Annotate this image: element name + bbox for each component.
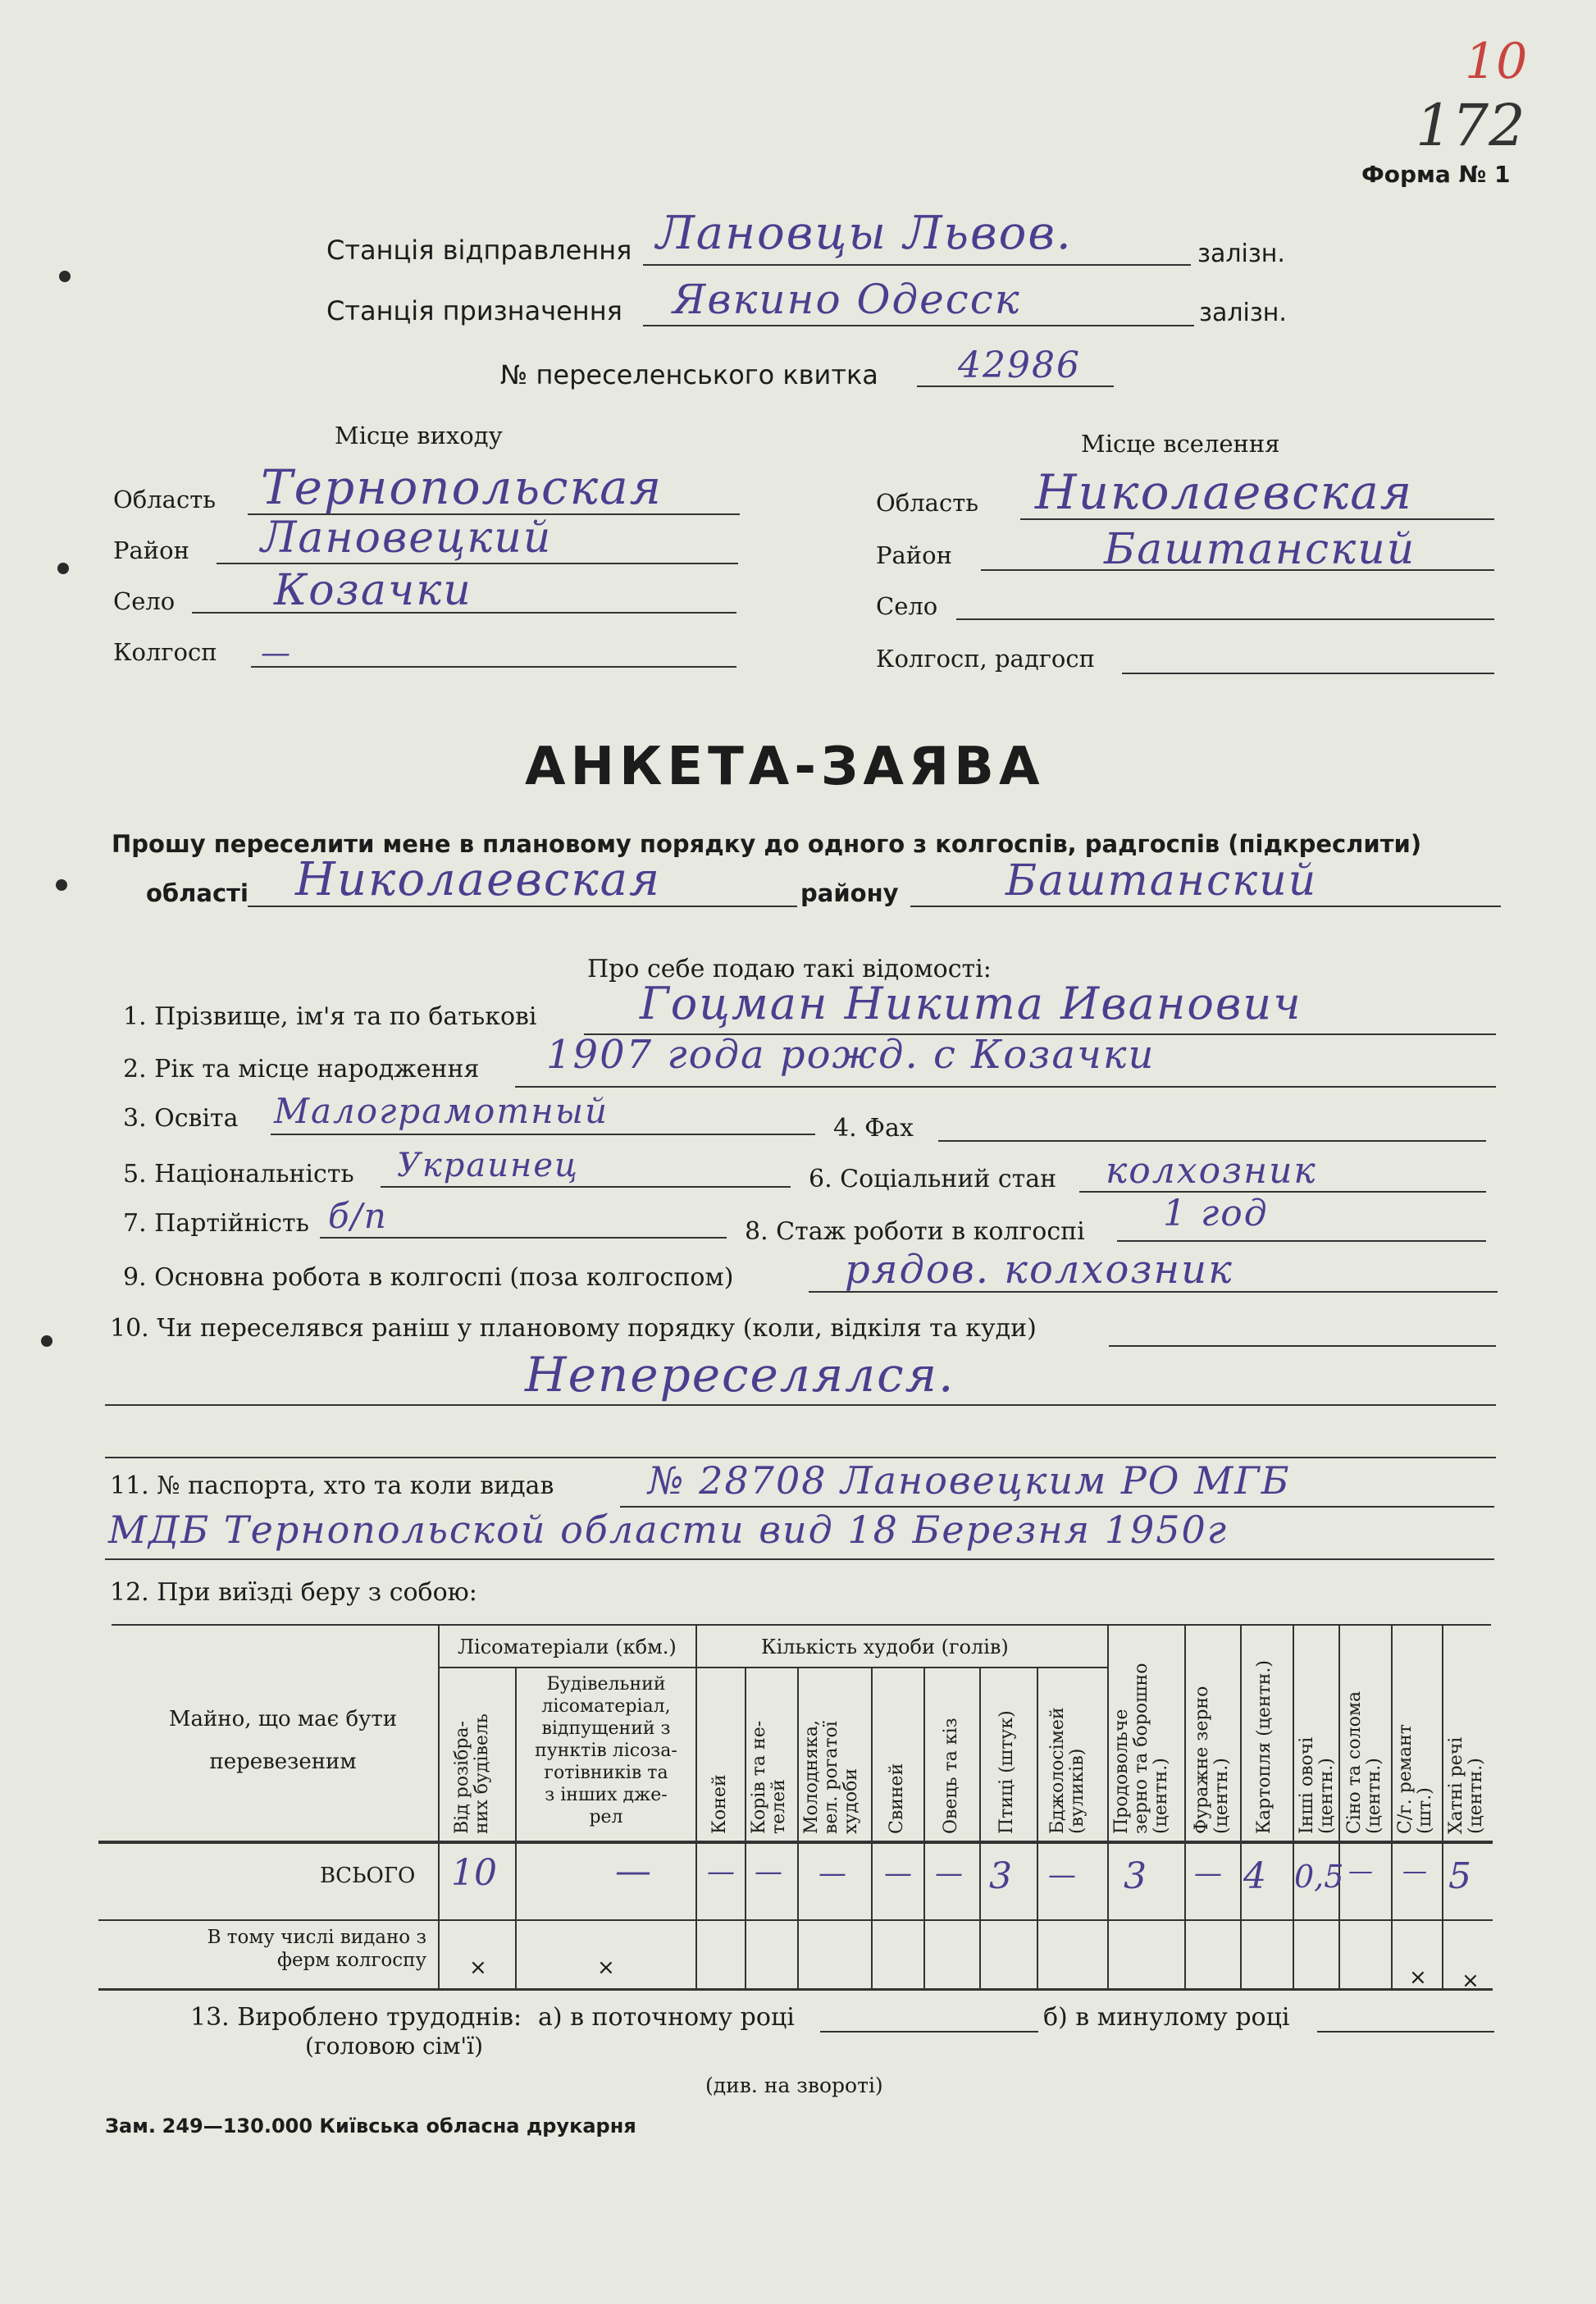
archive-corrected-number: 10 <box>1465 33 1528 90</box>
request-raion-line <box>910 906 1501 907</box>
table-total-timber-building: — <box>615 1850 651 1892</box>
printer-line <box>105 2115 636 2137</box>
origin-selo-value: Козачки <box>274 566 472 615</box>
table-total-other-vegetables: 0,5 <box>1294 1859 1344 1895</box>
table-row-farm-label: В тому числі видано з ферм колгоспу <box>207 1927 426 1971</box>
workdays-label: 13. Вироблено трудоднів: <box>190 2003 522 2032</box>
field-11-value-2: МДБ Тернопольской области вид 18 Березня 1950г <box>108 1508 1229 1552</box>
ticket-value: 42986 <box>958 344 1081 386</box>
field-6-value: колхозник <box>1106 1150 1317 1192</box>
punch-hole <box>59 271 71 282</box>
table-row-total-label: ВСЬОГО <box>320 1864 416 1888</box>
field-10-value: Непереселялся. <box>525 1347 955 1403</box>
request-raion-label: району <box>800 879 899 907</box>
origin-oblast-label: Область <box>113 486 217 513</box>
field-2-value: 1907 года рожд. с Козачки <box>546 1032 1156 1078</box>
table-col-timber-building: Будівельний лісоматеріал, відпущений з пунктів лісоза- готівників та з інших дже- рел <box>535 1674 677 1827</box>
info-intro: Про себе подаю такі відомості: <box>587 955 992 983</box>
table-group-timber: Лісоматеріали (кбм.) <box>458 1636 677 1658</box>
destination-raion-label: Район <box>876 541 952 569</box>
field-10-line <box>1109 1345 1496 1347</box>
destination-raion-value: Баштанский <box>1104 525 1416 574</box>
field-10-line-2 <box>105 1404 1496 1406</box>
table-property-header: Майно, що має бути перевезеним <box>168 1707 398 1774</box>
table-col-beehives: Бджолосімей (вуликів) <box>1047 1707 1088 1834</box>
field-10-label: 10. Чи переселявся раніш у плановому порядку (коли, відкіля та куди) <box>110 1314 1037 1343</box>
request-text: Прошу переселити мене в плановому порядку до одного з колгоспів, радгоспів (підкреслити) <box>112 830 1422 858</box>
origin-raion-value: Лановецкий <box>261 513 553 563</box>
table-total-hay-straw: — <box>1348 1857 1373 1886</box>
field-11-line-2 <box>105 1558 1494 1560</box>
field-4-line <box>938 1140 1486 1142</box>
field-9-label: 9. Основна робота в колгоспі (поза колгоспом) <box>123 1263 734 1292</box>
printer-text: 249—130.000 Київська обласна друкарня <box>162 2115 636 2137</box>
field-1-label: 1. Прізвище, ім'я та по батькові <box>123 1002 537 1031</box>
field-7-line <box>320 1237 727 1239</box>
punch-hole <box>57 563 69 574</box>
origin-oblast-value: Тернопольская <box>261 459 663 515</box>
footer-note: (див. на звороті) <box>705 2074 883 2097</box>
table-total-pigs: — <box>884 1857 912 1890</box>
field-9-value: рядов. колхозник <box>845 1247 1233 1293</box>
table-total-cows: — <box>755 1855 782 1888</box>
destination-kolhosp-line <box>1122 673 1494 674</box>
table-col-horses: Коней <box>709 1774 730 1834</box>
request-raion-value: Баштанский <box>1005 856 1318 906</box>
table-col-fodder-grain: Фуражне зерно (центн.) <box>1192 1686 1232 1834</box>
table-total-fodder-grain: — <box>1194 1857 1222 1890</box>
field-2-line <box>515 1086 1496 1088</box>
departure-station-value: Лановцы Львов. <box>656 207 1073 260</box>
table-col-food-grain: Продовольче зерно та борошно (центн.) <box>1111 1663 1171 1834</box>
field-3-label: 3. Освіта <box>123 1104 239 1133</box>
destination-heading: Місце вселення <box>1081 430 1280 458</box>
table-col-farm-inventory: С/г. ремант (шт.) <box>1395 1724 1435 1834</box>
destination-kolhosp-label: Колгосп, радгосп <box>876 645 1095 673</box>
field-1-value: Гоцман Никита Иванович <box>640 978 1302 1029</box>
table-total-poultry: 3 <box>989 1855 1012 1897</box>
workdays-previous-line <box>1317 2031 1494 2033</box>
origin-kolhosp-line <box>251 666 736 668</box>
destination-station-label: Станція призначення <box>326 295 622 326</box>
table-total-young-cattle: — <box>819 1857 846 1890</box>
table-col-potatoes: Картопля (центн.) <box>1254 1660 1275 1834</box>
destination-station-line <box>643 325 1194 326</box>
field-4-label: 4. Фах <box>833 1114 914 1143</box>
departure-station-line <box>643 264 1191 266</box>
field-3-value: Малограмотный <box>274 1091 609 1131</box>
table-col-hay-straw: Сіно та солома (центн.) <box>1344 1690 1384 1834</box>
table-col-sheep-goats: Овець та кіз <box>941 1718 961 1834</box>
field-5-label: 5. Національність <box>123 1160 354 1188</box>
field-7-label: 7. Партійність <box>123 1209 309 1238</box>
destination-selo-label: Село <box>876 592 938 620</box>
table-total-household: 5 <box>1448 1855 1471 1897</box>
destination-oblast-label: Область <box>876 489 979 517</box>
table-farm-mark-timber-dismantled: × <box>469 1955 487 1980</box>
archive-sheet-number: 172 <box>1416 92 1525 159</box>
table-col-timber-dismantled: Від розібра- них будівель <box>452 1713 492 1834</box>
printer-order: Зам. <box>105 2115 156 2137</box>
table-total-timber-dismantled: 10 <box>451 1852 497 1894</box>
origin-heading: Місце виходу <box>335 422 503 449</box>
table-total-farm-inventory: — <box>1402 1857 1427 1886</box>
field-5-value: Украинец <box>397 1147 579 1184</box>
field-8-value: 1 год <box>1163 1193 1269 1234</box>
destination-station-suffix: залізн. <box>1199 299 1287 327</box>
origin-raion-line <box>217 563 738 564</box>
table-total-potatoes: 4 <box>1243 1855 1266 1897</box>
destination-oblast-value: Николаевская <box>1035 464 1414 520</box>
destination-station-value: Явкино Одесск <box>673 276 1021 323</box>
departure-station-suffix: залізн. <box>1197 240 1285 268</box>
punch-hole <box>41 1335 52 1347</box>
workdays-current-line <box>820 2031 1038 2033</box>
table-group-cattle: Кількість худоби (голів) <box>761 1636 1009 1658</box>
field-12-label: 12. При виїзді беру з собою: <box>110 1578 477 1607</box>
field-11-value-1: № 28708 Лановецким РО МГБ <box>648 1458 1291 1503</box>
ticket-label: № переселенського квитка <box>500 359 878 390</box>
field-5-line <box>381 1186 791 1188</box>
field-8-label: 8. Стаж роботи в колгоспі <box>745 1217 1085 1246</box>
table-farm-mark-farm-inventory: × <box>1409 1965 1427 1990</box>
destination-selo-line <box>956 618 1494 620</box>
table-farm-mark-timber-building: × <box>597 1955 615 1980</box>
table-total-sheep-goats: — <box>935 1857 963 1890</box>
workdays-sub: (головою сім'ї) <box>305 2033 483 2060</box>
origin-raion-label: Район <box>113 536 189 564</box>
punch-hole <box>56 879 67 891</box>
field-8-line <box>1117 1240 1486 1242</box>
table-col-other-vegetables: Інші овочі (центн.) <box>1297 1736 1337 1834</box>
origin-kolhosp-value: — <box>261 636 292 670</box>
origin-kolhosp-label: Колгосп <box>113 638 217 666</box>
table-col-poultry: Птиці (штук) <box>996 1710 1017 1834</box>
workdays-previous-label: б) в минулому році <box>1043 2003 1290 2032</box>
table-col-pigs: Свиней <box>887 1763 907 1834</box>
table-total-horses: — <box>707 1855 735 1888</box>
field-7-value: б/п <box>328 1196 388 1236</box>
request-oblast-label: області <box>146 879 249 907</box>
table-total-beehives: — <box>1048 1859 1076 1891</box>
table-farm-mark-household: × <box>1461 1969 1480 1993</box>
form-number: Форма № 1 <box>1361 161 1511 188</box>
table-col-cows: Корів та не- телей <box>749 1720 789 1834</box>
table-total-food-grain: 3 <box>1124 1855 1147 1897</box>
field-3-line <box>271 1134 815 1135</box>
origin-selo-label: Село <box>113 587 176 615</box>
table-col-young-cattle: Молодняка, вел. рогатої худоби <box>801 1720 861 1834</box>
table-col-household: Хатні речі (центн.) <box>1446 1736 1486 1834</box>
field-2-label: 2. Рік та місце народження <box>123 1055 480 1084</box>
workdays-current-label: а) в поточному році <box>538 2003 795 2032</box>
field-6-label: 6. Соціальний стан <box>809 1165 1057 1193</box>
departure-station-label: Станція відправлення <box>326 235 632 266</box>
request-oblast-value: Николаевская <box>295 853 662 906</box>
page-title: АНКЕТА-ЗАЯВА <box>525 737 1045 797</box>
field-11-label: 11. № паспорта, хто та коли видав <box>110 1471 554 1500</box>
